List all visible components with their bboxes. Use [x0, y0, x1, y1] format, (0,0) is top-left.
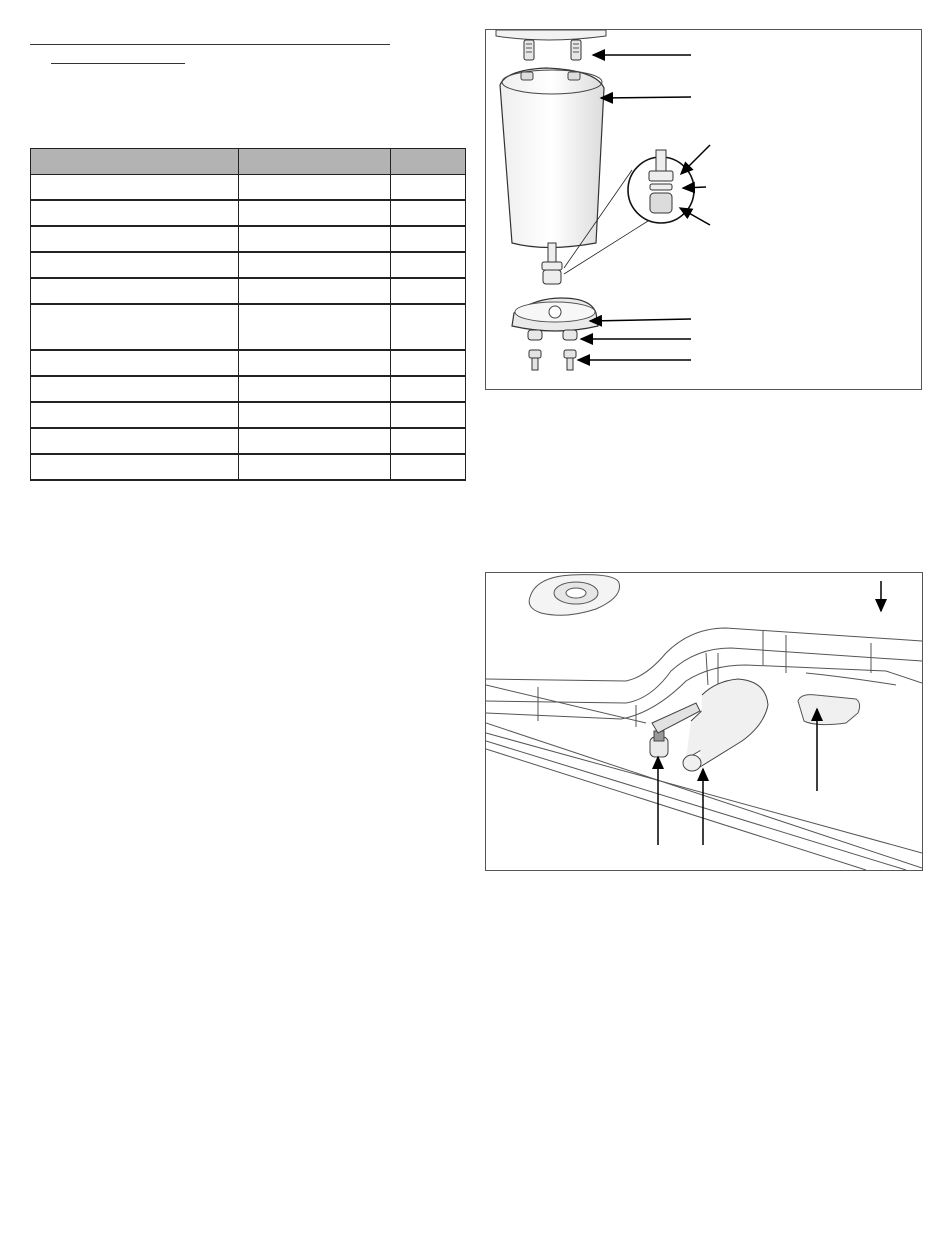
top-mount: [496, 30, 606, 40]
table-row: [31, 402, 466, 428]
exploded-leg-drawing: [486, 30, 921, 389]
table-cell: [239, 402, 391, 428]
table-cell: [390, 278, 465, 304]
table-header-cell: [390, 149, 465, 175]
u-bracket-pin: [683, 679, 768, 771]
table-cell: [31, 350, 239, 376]
subheading-underline: [51, 63, 185, 64]
bottom-screws: [529, 350, 576, 370]
table-row: [31, 376, 466, 402]
table-row: [31, 200, 466, 226]
block-pad: [798, 695, 860, 725]
table-cell: [239, 350, 391, 376]
table-cell: [31, 376, 239, 402]
heading-underline: [30, 44, 390, 45]
table-row: [31, 350, 466, 376]
table-header-row: [31, 149, 466, 175]
table-row: [31, 175, 466, 201]
table-cell: [239, 226, 391, 252]
table-cell: [390, 252, 465, 278]
table-cell: [31, 278, 239, 304]
table-row: [31, 278, 466, 304]
table-header-cell: [31, 149, 239, 175]
top-screws: [524, 40, 581, 60]
table-cell: [31, 428, 239, 454]
table-row: [31, 304, 466, 350]
table-cell: [31, 454, 239, 480]
table-cell: [31, 304, 239, 350]
table-cell: [239, 376, 391, 402]
underside-drawing: [486, 573, 922, 870]
table-cell: [390, 376, 465, 402]
table-row: [31, 428, 466, 454]
table-cell: [239, 200, 391, 226]
table-cell: [239, 278, 391, 304]
exploded-leg-figure: [485, 29, 922, 390]
table-cell: [390, 454, 465, 480]
table-cell: [31, 226, 239, 252]
shaft-bushing: [542, 243, 562, 284]
table-cell: [390, 200, 465, 226]
table-cell: [239, 428, 391, 454]
table-cell: [31, 402, 239, 428]
table-cell: [239, 454, 391, 480]
table-cell: [390, 428, 465, 454]
table-header-cell: [239, 149, 391, 175]
table-cell: [239, 252, 391, 278]
table-cell: [239, 304, 391, 350]
table-cell: [31, 175, 239, 201]
parts-table: [30, 148, 466, 481]
table-cell: [390, 402, 465, 428]
table-row: [31, 252, 466, 278]
tapered-leg: [500, 68, 604, 248]
table-row: [31, 226, 466, 252]
table-cell: [390, 350, 465, 376]
table-cell: [390, 175, 465, 201]
table-cell: [390, 226, 465, 252]
table-cell: [31, 252, 239, 278]
table-cell: [239, 175, 391, 201]
oval-boss: [529, 575, 619, 616]
underside-installation-figure: [485, 572, 923, 871]
table-cell: [390, 304, 465, 350]
table-row: [31, 454, 466, 480]
table-cell: [31, 200, 239, 226]
